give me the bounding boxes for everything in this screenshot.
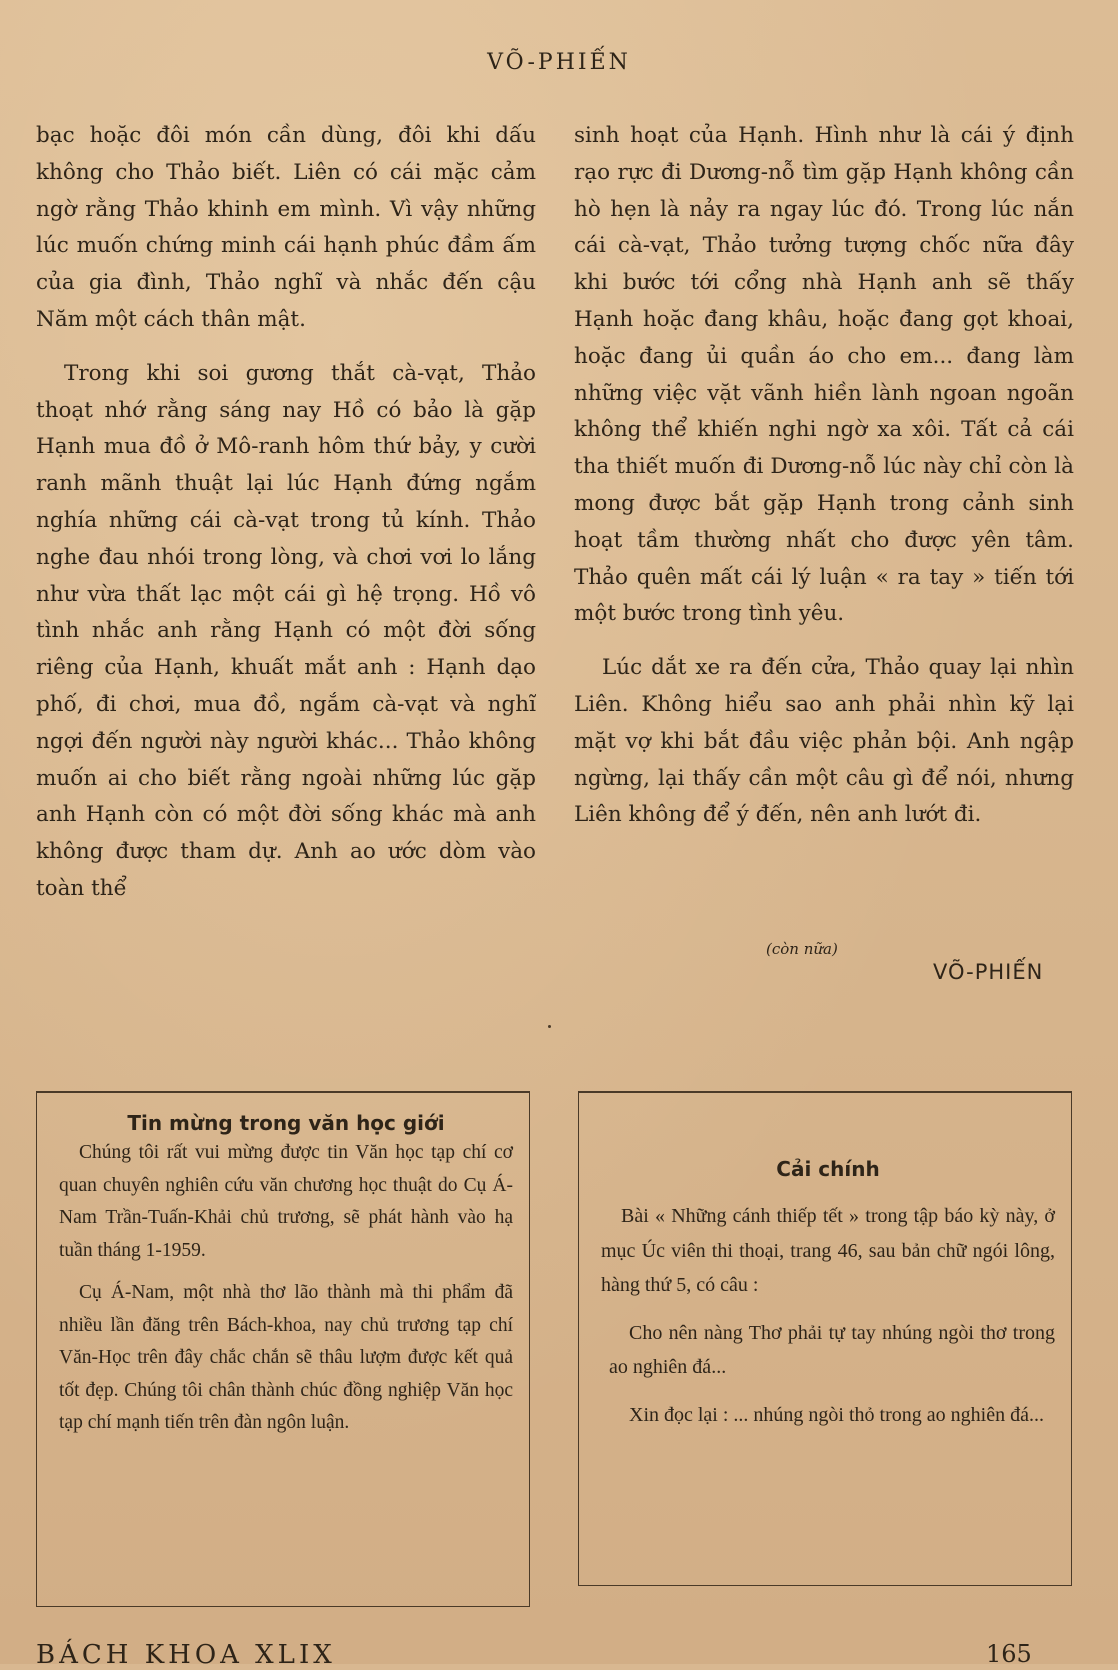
correction-quote: Cho nên nàng Thơ phải tự tay nhúng ngòi thơ trong ao nghiên đá... <box>609 1321 1055 1378</box>
right-paragraph-2: Lúc dắt xe ra đến cửa, Thảo quay lại nhìn Liên. Không hiểu sao anh phải nhìn kỹ lại mặt vợ khi bắt đầu việc phản bội. Anh ngập ngừng, lại thấy cần một câu gì để nói, nhưng Liên không để ý đến, nên anh lướt đi. <box>574 655 1074 828</box>
footer-publication: BÁCH KHOA XLIX <box>36 1640 336 1670</box>
correction-box <box>578 1091 1072 1586</box>
news-paragraph-2: Cụ Á-Nam, một nhà thơ lão thành mà thi phẩm đã nhiều lần đăng trên Bách-khoa, nay chủ trương tạp chí Văn-Học trên đây chắc chắn sẽ thâu lượm được kết quả tốt đẹp. Chúng tôi chân thành chúc đồng nghiệp Văn học tạp chí mạnh tiến trên đàn ngôn luận. <box>59 1282 513 1433</box>
continued-note: (còn nữa) <box>766 940 838 958</box>
news-box <box>36 1091 530 1607</box>
news-paragraph-1: Chúng tôi rất vui mừng được tin Văn học tạp chí cơ quan chuyên nghiên cứu văn chương học thuật do Cụ Á-Nam Trần-Tuấn-Khải chủ trương, sẽ phát hành vào hạ tuần tháng 1-1959. <box>59 1142 513 1261</box>
right-paragraph-1: sinh hoạt của Hạnh. Hình như là cái ý định rạo rực đi Dương-nỗ tìm gặp Hạnh không cần hò hẹn là nảy ra ngay lúc đó. Trong lúc nắn cái cà-vạt, Thảo tưởng tượng chốc nữa đây khi bước tới cổng nhà Hạnh anh sẽ thấy Hạnh hoặc đang khâu, hoặc đang gọt khoai, hoặc đang ủi quần áo cho em... đang làm những việc vặt vãnh hiền lành ngoan ngoãn không thể khiến nghi ngờ xa xôi. Tất cả cái tha thiết muốn đi Dương-nỗ lúc này chỉ còn là mong được bắt gặp Hạnh trong cảnh sinh hoạt tầm thường nhất cho được yên tâm. Thảo quên mất cái lý luận « ra tay » tiến tới một bước trong tình yêu. <box>574 123 1074 627</box>
news-box-title: Tin mừng trong văn học giới <box>127 1111 445 1135</box>
running-head: VÕ-PHIẾN <box>487 50 631 75</box>
author-signature: VÕ-PHIẾN <box>933 960 1044 984</box>
ink-speck <box>548 1025 551 1028</box>
page-number: 165 <box>986 1640 1032 1668</box>
correction-paragraph-1: Bài « Những cánh thiếp tết » trong tập báo kỳ này, ở mục Úc viên thi thoại, trang 46, sau bản chữ ngói lông, hàng thứ 5, có câu : <box>601 1205 1055 1296</box>
correction-box-title: Cải chính <box>776 1157 880 1181</box>
correction-fix: Xin đọc lại : ... nhúng ngòi thỏ trong ao nghiên đá... <box>629 1403 1044 1426</box>
left-paragraph-1: bạc hoặc đôi món cần dùng, đôi khi dấu không cho Thảo biết. Liên có cái mặc cảm ngờ rằng Thảo khinh em mình. Vì vậy những lúc muốn chứng minh cái hạnh phúc đầm ấm của gia đình, Thảo nghĩ và nhắc đến cậu Năm một cách thân mật. <box>36 123 536 332</box>
right-column <box>574 118 1074 851</box>
left-column <box>36 118 536 925</box>
left-paragraph-2: Trong khi soi gương thắt cà-vạt, Thảo thoạt nhớ rằng sáng nay Hồ có bảo là gặp Hạnh mua đồ ở Mô-ranh hôm thứ bảy, y cười ranh mãnh thuật lại lúc Hạnh đứng ngắm nghía những cái cà-vạt trong tủ kính. Thảo nghe đau nhói trong lòng, và chơi vơi lo lắng như vừa thất lạc một cái gì hệ trọng. Hồ vô tình nhắc anh rằng Hạnh có một đời sống riêng của Hạnh, khuất mắt anh : Hạnh dạo phố, đi chơi, mua đồ, ngắm cà-vạt và nghĩ ngợi đến người này người khác... Thảo không muốn ai cho biết rằng ngoài những lúc gặp anh Hạnh còn có một đời sống khác mà anh không được tham dự. Anh ao ước dòm vào toàn thể <box>36 360 536 901</box>
